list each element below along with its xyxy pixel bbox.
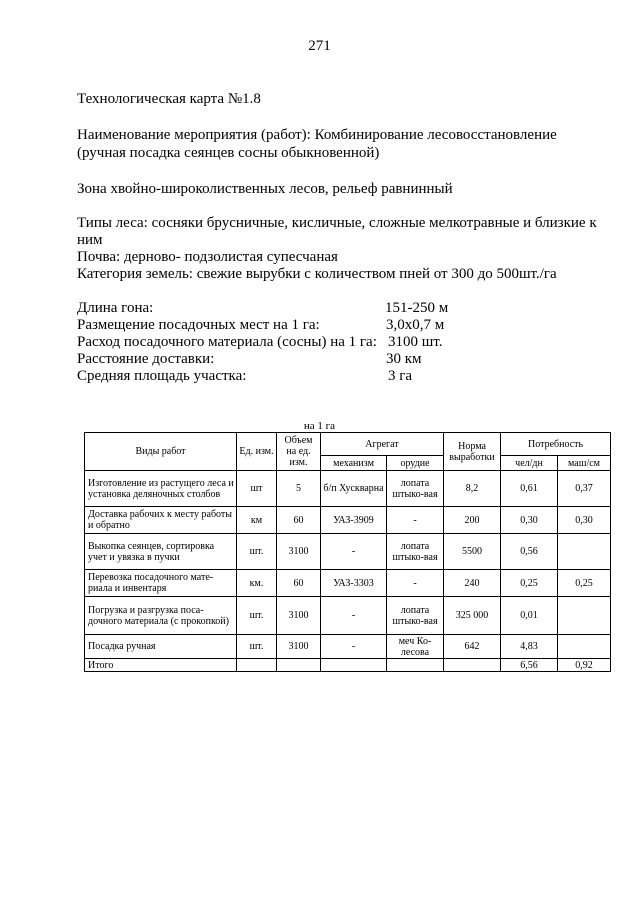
cell-tool: - <box>387 570 444 597</box>
cell-norm: 200 <box>444 507 501 534</box>
activity-line-1: Наименование мероприятия (работ): Комбинирование лесовосстановление <box>77 127 557 143</box>
cell-norm: 325 000 <box>444 597 501 635</box>
cell-total-machine-shifts: 0,92 <box>558 659 611 672</box>
cell-volume: 3100 <box>277 635 321 659</box>
cell-machine-shifts <box>558 635 611 659</box>
cell-work-name: Посадка ручная <box>85 635 237 659</box>
header-volume: Объем на ед. изм. <box>277 433 321 471</box>
parameter-value: 3 га <box>388 368 413 384</box>
cell-machine-shifts <box>558 534 611 570</box>
cell-work-name: Перевозка посадочного мате-риала и инвентаря <box>85 570 237 597</box>
header-norm: Норма выработки <box>444 433 501 471</box>
cell-norm: 8,2 <box>444 471 501 507</box>
table-row <box>85 597 611 635</box>
cell-unit: шт. <box>237 635 277 659</box>
cell-unit: км <box>237 507 277 534</box>
cell-norm: 5500 <box>444 534 501 570</box>
cell-work-name: Погрузка и разгрузка поса-дочного материала (с прокопкой) <box>85 597 237 635</box>
parameter-value: 30 км <box>386 351 422 367</box>
cell-man-days: 0,30 <box>501 507 558 534</box>
zone-text: Зона хвойно-широколиственных лесов, рельеф равнинный <box>77 181 453 197</box>
header-tool: орудие <box>387 456 444 471</box>
page-number: 271 <box>308 38 331 54</box>
cell-machine-shifts: 0,30 <box>558 507 611 534</box>
cell-machine-shifts: 0,25 <box>558 570 611 597</box>
cell-volume: 3100 <box>277 597 321 635</box>
card-title: Технологическая карта №1.8 <box>77 91 261 107</box>
cell-unit: шт. <box>237 597 277 635</box>
cell-empty <box>237 659 277 672</box>
cell-norm: 642 <box>444 635 501 659</box>
parameter-row <box>77 333 443 351</box>
land-category-text: Категория земель: свежие вырубки с количеством пней от 300 до 500шт./га <box>77 266 557 282</box>
cell-empty <box>444 659 501 672</box>
cell-man-days: 0,56 <box>501 534 558 570</box>
parameter-value: 151-250 м <box>385 300 449 316</box>
parameter-row <box>77 299 449 317</box>
cell-tool: лопата штыко-вая <box>387 597 444 635</box>
cell-volume: 5 <box>277 471 321 507</box>
header-aggregate: Агрегат <box>321 433 444 456</box>
cell-mechanism: - <box>321 635 387 659</box>
cell-tool: - <box>387 507 444 534</box>
cell-volume: 60 <box>277 507 321 534</box>
parameter-row <box>77 367 413 385</box>
parameter-label: Длина гона: <box>77 300 154 316</box>
cell-total-man-days: 6,56 <box>501 659 558 672</box>
cell-machine-shifts: 0,37 <box>558 471 611 507</box>
soil-text: Почва: дерново- подзолистая супесчаная <box>77 249 338 265</box>
cell-work-name: Изготовление из растущего леса и установка деляночных столбов <box>85 471 237 507</box>
header-man-days: чел/дн <box>501 456 558 471</box>
cell-empty <box>387 659 444 672</box>
works-table <box>84 432 611 672</box>
cell-work-name: Выкопка сеянцев, сортировка учет и увязка в пучки <box>85 534 237 570</box>
cell-volume: 60 <box>277 570 321 597</box>
parameter-label: Средняя площадь участка: <box>77 368 247 384</box>
parameter-row <box>77 316 445 334</box>
cell-norm: 240 <box>444 570 501 597</box>
cell-empty <box>321 659 387 672</box>
forest-types-line-2: ним <box>77 232 103 248</box>
table-row <box>85 471 611 507</box>
cell-unit: шт <box>237 471 277 507</box>
cell-machine-shifts <box>558 597 611 635</box>
parameter-label: Расход посадочного материала (сосны) на 1 га: <box>77 334 377 350</box>
cell-tool: меч Ко-лесова <box>387 635 444 659</box>
cell-man-days: 0,01 <box>501 597 558 635</box>
table-row <box>85 507 611 534</box>
cell-man-days: 4,83 <box>501 635 558 659</box>
header-machine-shifts: маш/см <box>558 456 611 471</box>
cell-total-label: Итого <box>85 659 237 672</box>
cell-mechanism: УАЗ-3303 <box>321 570 387 597</box>
activity-line-2: (ручная посадка сеянцев сосны обыкновенной) <box>77 145 380 161</box>
table-row <box>85 570 611 597</box>
cell-tool: лопата штыко-вая <box>387 471 444 507</box>
parameter-value: 3,0х0,7 м <box>386 317 445 333</box>
table-row <box>85 534 611 570</box>
parameter-value: 3100 шт. <box>388 334 443 350</box>
header-works: Виды работ <box>85 433 237 471</box>
cell-unit: км. <box>237 570 277 597</box>
header-mechanism: механизм <box>321 456 387 471</box>
table-row <box>85 635 611 659</box>
table-caption: на 1 га <box>303 420 336 432</box>
cell-empty <box>277 659 321 672</box>
cell-unit: шт. <box>237 534 277 570</box>
cell-tool: лопата штыко-вая <box>387 534 444 570</box>
cell-mechanism: - <box>321 597 387 635</box>
cell-mechanism: б/п Хускварна <box>321 471 387 507</box>
cell-volume: 3100 <box>277 534 321 570</box>
cell-man-days: 0,61 <box>501 471 558 507</box>
cell-work-name: Доставка рабочих к месту работы и обратно <box>85 507 237 534</box>
parameter-label: Расстояние доставки: <box>77 351 215 367</box>
table-total-row <box>85 659 611 672</box>
parameter-label: Размещение посадочных мест на 1 га: <box>77 317 320 333</box>
forest-types-line-1: Типы леса: сосняки брусничные, кисличные, сложные мелкотравные и близкие к <box>77 215 597 231</box>
cell-mechanism: УАЗ-3909 <box>321 507 387 534</box>
cell-man-days: 0,25 <box>501 570 558 597</box>
header-unit: Ед. изм. <box>237 433 277 471</box>
cell-mechanism: - <box>321 534 387 570</box>
parameter-row <box>77 350 422 368</box>
header-need: Потребность <box>501 433 611 456</box>
